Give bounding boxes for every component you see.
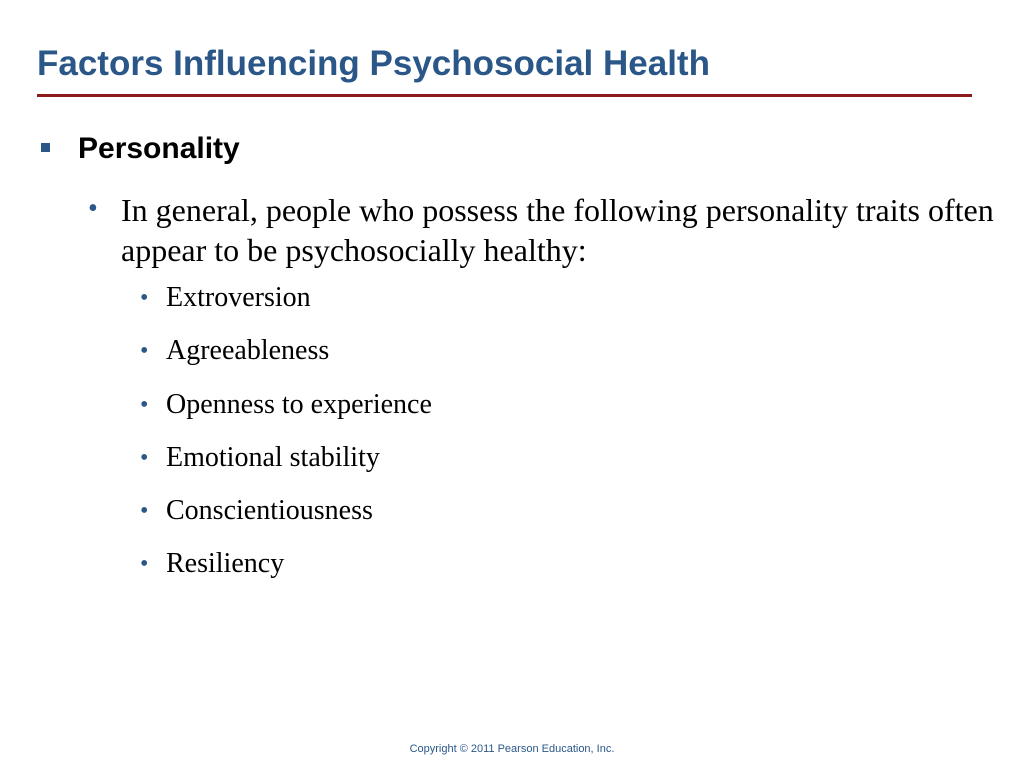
title-divider — [37, 94, 972, 97]
round-bullet-icon: • — [140, 285, 149, 311]
round-bullet-icon: • — [140, 338, 149, 365]
round-bullet-icon: • — [140, 444, 149, 471]
round-bullet-icon: • — [140, 391, 149, 418]
trait-label: Conscientiousness — [166, 495, 373, 527]
round-bullet-icon: • — [140, 498, 149, 525]
trait-label: Extroversion — [166, 282, 311, 313]
trait-label: Resiliency — [166, 548, 285, 580]
slide-title: Factors Influencing Psychosocial Health — [37, 44, 710, 83]
trait-label: Emotional stability — [166, 441, 380, 473]
copyright-footer: Copyright © 2011 Pearson Education, Inc. — [409, 743, 615, 755]
trait-label: Agreeableness — [166, 335, 330, 367]
square-bullet-icon — [41, 143, 50, 152]
bullet-heading-personality: Personality — [78, 132, 240, 165]
round-bullet-icon: • — [88, 193, 98, 224]
bullet-intro-text: In general, people who possess the following personality traits often appear to be psychosocially healthy: — [121, 192, 994, 268]
round-bullet-icon: • — [140, 551, 149, 578]
trait-label: Openness to experience — [166, 388, 432, 420]
